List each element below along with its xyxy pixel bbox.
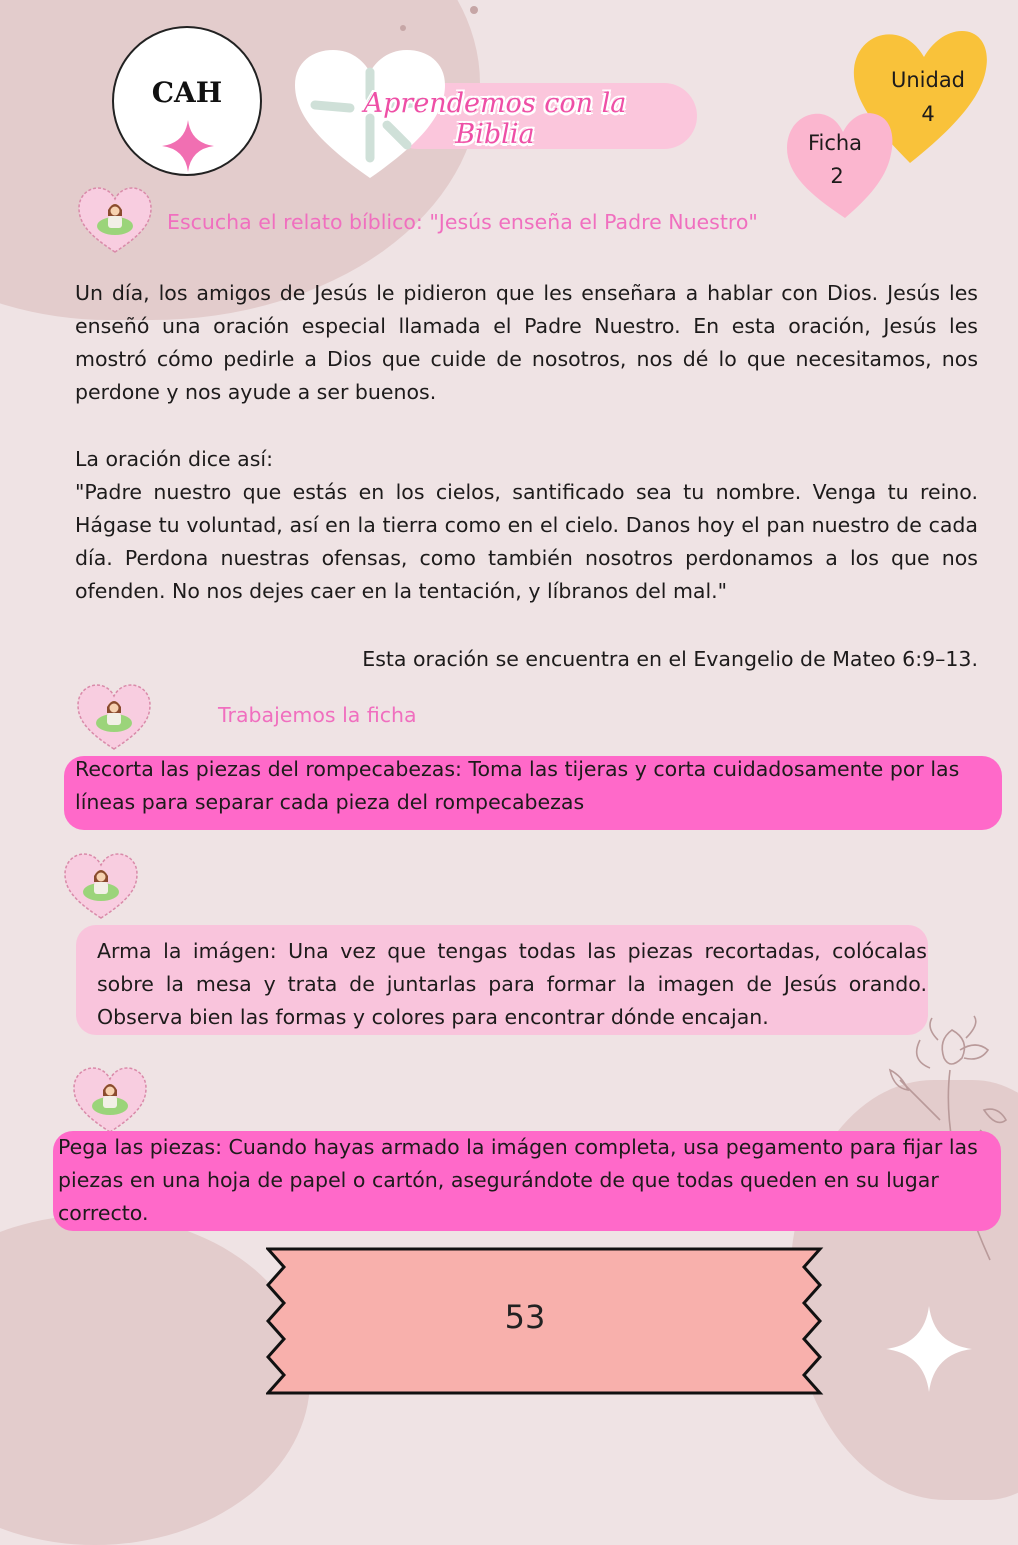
prayer-intro: La oración dice así:: [75, 447, 274, 471]
page-number: 53: [504, 1298, 546, 1336]
section1-title: Escucha el relato bíblico: "Jesús enseña el Padre Nuestro": [167, 210, 758, 234]
jesus-heart-icon: [72, 1066, 148, 1134]
jesus-heart-icon: [77, 186, 153, 254]
prayer-text: "Padre nuestro que estás en los cielos, santificado sea tu nombre. Venga tu reino. Hágase tu voluntad, así en la tierra como en el cielo. Danos hoy el pan nuestro de cada día. Perdona nuestras ofensas, como también nosotros perdonamos a los que nos ofenden. No nos dejes caer en la tentación, y líbranos del mal.": [75, 480, 978, 603]
ficha-number: 2: [830, 164, 844, 188]
unidad-label: Unidad: [890, 68, 966, 92]
logo-badge: [112, 26, 262, 176]
logo-text: CAH: [151, 76, 223, 109]
task-card-1: [64, 756, 1002, 830]
decor-dot: [470, 6, 478, 14]
jesus-heart-icon: [76, 683, 152, 751]
section2-title: Trabajemos la ficha: [218, 703, 417, 727]
sparkle-icon: [162, 120, 214, 172]
jesus-heart-icon: [63, 852, 139, 920]
unidad-number: 4: [921, 102, 935, 126]
banner-title: Aprendemos con la Biblia: [363, 88, 627, 150]
citation: Esta oración se encuentra en el Evangelio de Mateo 6:9–13.: [362, 647, 978, 671]
task-text-2: Arma la imágen: Una vez que tengas todas las piezas recortadas, colócalas sobre la mesa y trata de juntarlas para formar la imagen de Jesús orando. Observa bien las formas y colores para encontrar dónde encajan.: [97, 939, 927, 1029]
background-blob-bottom-left: [0, 1215, 310, 1545]
task-text-1: Recorta las piezas del rompecabezas: Toma las tijeras y corta cuidadosamente por las líneas para separar cada pieza del rompecabezas: [75, 757, 960, 814]
task-card-3: [53, 1131, 1001, 1231]
task-card-2: [76, 925, 928, 1035]
ficha-label: Ficha: [807, 131, 863, 155]
story-paragraph: Un día, los amigos de Jesús le pidieron que les enseñara a hablar con Dios. Jesús les enseñó una oración especial llamada el Padre Nuestro. En esta oración, Jesús les mostró cómo pedirle a Dios que cuide de nosotros, nos dé lo que necesitamos, nos perdone y nos ayude a ser buenos.: [75, 281, 978, 404]
decor-dot: [400, 25, 406, 31]
sparkle-icon: [886, 1306, 972, 1392]
task-text-3: Pega las piezas: Cuando hayas armado la imágen completa, usa pegamento para fijar las piezas en una hoja de papel o cartón, asegurándote de que todas queden en su lugar correcto.: [58, 1135, 978, 1225]
